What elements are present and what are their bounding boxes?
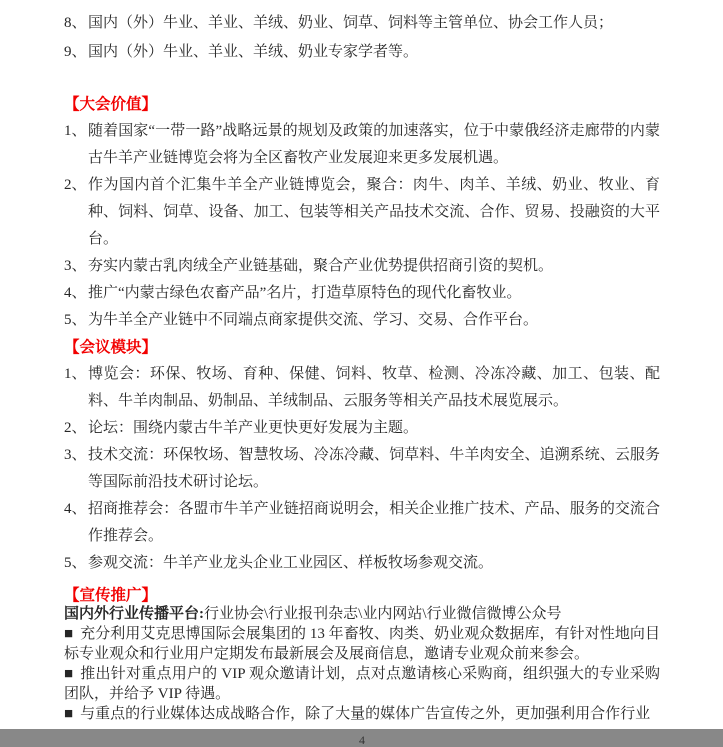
item-text: 作为国内首个汇集牛羊全产业链博览会，聚合：肉牛、肉羊、羊绒、奶业、牧业、育种、饲料、饲草、设备、加工、包装等相关产品技术交流、合作、贸易、投融资的大平台。 [88, 177, 660, 247]
list-item [64, 118, 660, 172]
list-item [64, 307, 660, 334]
item-number: 3、 [64, 258, 87, 274]
page-number: 4 [359, 733, 365, 747]
item-text: 国内（外）牛业、羊业、羊绒、奶业、饲草、饲料等主管单位、协会工作人员； [88, 15, 614, 31]
item-number: 4、 [64, 285, 87, 301]
item-text: 论坛：围绕内蒙古牛羊产业更快更好发展为主题。 [88, 420, 419, 436]
section-title-value: 【大会价值】 [64, 96, 158, 113]
list-item [64, 172, 660, 253]
item-number: 8、 [64, 15, 87, 31]
section-title-promotion: 【宣传推广】 [64, 587, 158, 604]
list-item [64, 38, 660, 67]
item-text: 招商推荐会：各盟市牛羊产业链招商说明会，相关企业推广技术、产品、服务的交流合作推荐会。 [88, 501, 660, 544]
list-item [64, 361, 660, 415]
bullet-text: 充分利用艾克思博国际会展集团的 13 年畜牧、肉类、奶业观众数据库，有针对性地向目标专业观众和行业用户定期发布最新展会及展商信息，邀请专业观众前来参会。 [64, 626, 660, 662]
item-number: 2、 [64, 420, 87, 436]
item-number: 5、 [64, 555, 87, 571]
item-text: 技术交流：环保牧场、智慧牧场、冷冻冷藏、饲草料、牛羊肉安全、追溯系统、云服务等国际前沿技术研讨论坛。 [88, 447, 660, 490]
item-text: 国内（外）牛业、羊业、羊绒、奶业专家学者等。 [88, 44, 419, 60]
list-item [64, 253, 660, 280]
list-item [64, 496, 660, 550]
item-text: 为牛羊全产业链中不同端点商家提供交流、学习、交易、合作平台。 [88, 312, 539, 328]
item-number: 1、 [64, 123, 87, 139]
item-text: 参观交流：牛羊产业龙头企业工业园区、样板牧场参观交流。 [88, 555, 494, 571]
square-bullet-icon: ■ [64, 626, 74, 642]
item-text: 推广“内蒙古绿色农畜产品”名片，打造草原特色的现代化畜牧业。 [88, 285, 522, 301]
item-number: 9、 [64, 44, 87, 60]
platform-line [64, 605, 660, 624]
square-bullet-icon: ■ [64, 706, 74, 722]
promotion-bullet [64, 704, 660, 724]
item-number: 2、 [64, 177, 87, 193]
square-bullet-icon: ■ [64, 666, 74, 682]
item-text: 博览会：环保、牧场、育种、保健、饲料、牧草、检测、冷冻冷藏、加工、包装、配料、牛羊肉制品、奶制品、羊绒制品、云服务等相关产品技术展览展示。 [88, 366, 660, 409]
list-item [64, 415, 660, 442]
list-item [64, 442, 660, 496]
platform-text: 行业协会\行业报刊杂志\业内网站\行业微信微博公众号 [204, 606, 562, 622]
item-text: 夯实内蒙古乳肉绒全产业链基础，聚合产业优势提供招商引资的契机。 [88, 258, 554, 274]
item-number: 5、 [64, 312, 87, 328]
list-item [64, 550, 660, 577]
bullet-text: 推出针对重点用户的 VIP 观众邀请计划，点对点邀请核心采购商，组织强大的专业采购团队，并给予 VIP 待遇。 [64, 666, 660, 702]
promotion-bullet [64, 664, 660, 704]
section-title-modules: 【会议模块】 [64, 339, 158, 356]
promotion-bullet [64, 624, 660, 664]
platform-label: 国内外行业传播平台: [64, 606, 204, 622]
item-text: 随着国家“一带一路”战略远景的规划及政策的加速落实，位于中蒙俄经济走廊带的内蒙古牛羊产业链博览会将为全区畜牧产业发展迎来更多发展机遇。 [88, 123, 660, 166]
list-item [64, 280, 660, 307]
list-item [64, 9, 660, 38]
item-number: 1、 [64, 366, 87, 382]
item-number: 3、 [64, 447, 87, 463]
item-number: 4、 [64, 501, 87, 517]
bullet-text: 与重点的行业媒体达成战略合作，除了大量的媒体广告宣传之外，更加强利用合作行业 [80, 706, 651, 722]
